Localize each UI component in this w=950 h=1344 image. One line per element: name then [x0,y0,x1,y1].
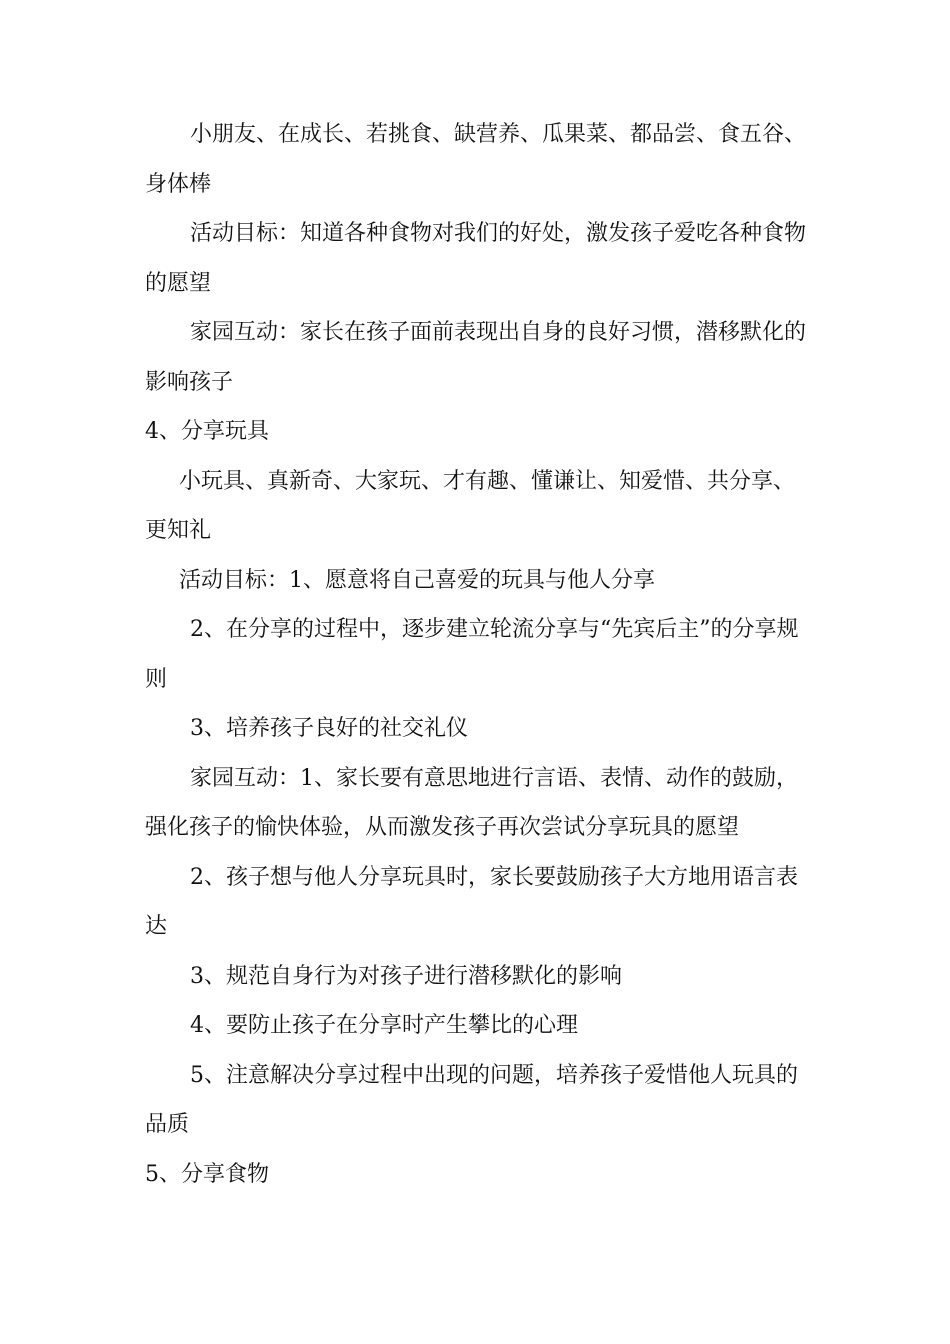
paragraph-home-interaction-4: 4、要防止孩子在分享时产生攀比的心理 [190,1013,578,1038]
paragraph-home-interaction-1: 家园互动：1、家长要有意思地进行言语、表情、动作的鼓励，强化孩子的愉快体验，从而激发孩子再次尝试分享玩具的愿望 [145,765,798,840]
paragraph-home-interaction-2: 2、孩子想与他人分享玩具时，家长要鼓励孩子大方地用语言表达 [145,864,798,939]
paragraph-kids-rhyme: 小朋友、在成长、若挑食、缺营养、瓜果菜、都品尝、食五谷、身体棒 [145,122,807,197]
paragraph-activity-goal-food: 活动目标：知道各种食物对我们的好处，激发孩子爱吃各种食物的愿望 [145,221,807,296]
section-heading-share-toys: 4、分享玩具 [145,419,269,444]
paragraph-home-interaction-3: 3、规范自身行为对孩子进行潜移默化的影响 [190,963,622,989]
paragraph-activity-goal-2: 2、在分享的过程中，逐步建立轮流分享与“先宾后主”的分享规则 [145,617,799,692]
section-heading-share-food: 5、分享食物 [145,1161,269,1187]
paragraph-activity-goal-1: 活动目标：1、愿意将自己喜爱的玩具与他人分享 [179,567,655,593]
paragraph-home-interaction-food: 家园互动：家长在孩子面前表现出自身的良好习惯，潜移默化的影响孩子 [145,320,807,395]
paragraph-toy-rhyme: 小玩具、真新奇、大家玩、才有趣、懂谦让、知爱惜、共分享、更知礼 [145,468,796,543]
paragraph-activity-goal-3: 3、培养孩子良好的社交礼仪 [190,716,468,741]
paragraph-home-interaction-5: 5、注意解决分享过程中出现的问题，培养孩子爱惜他人玩具的品质 [145,1062,798,1137]
document-body [145,110,810,1199]
